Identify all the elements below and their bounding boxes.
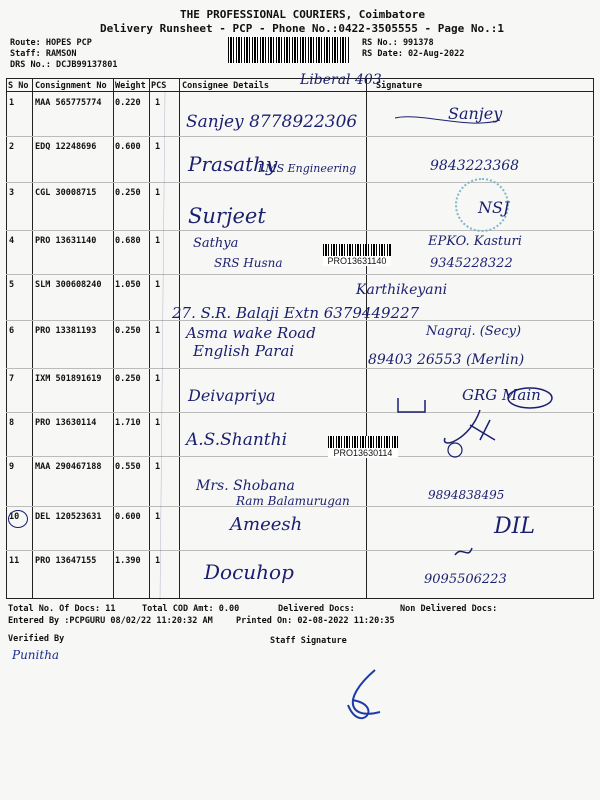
row-sno: 4 (9, 236, 15, 246)
rs-number: RS No.: 991378 (362, 38, 434, 48)
non-delivered-docs: Non Delivered Docs: (400, 604, 498, 614)
row-pcs: 1 (155, 462, 161, 472)
row-weight: 0.600 (115, 142, 141, 152)
row-sno: 5 (9, 280, 15, 290)
row-pcs: 1 (155, 142, 161, 152)
row1-underline (395, 117, 500, 123)
company-title: THE PROFESSIONAL COURIERS, Coimbatore (180, 8, 426, 21)
hw-row4-company: SRS Husna (214, 256, 283, 270)
row-consignment: SLM 300608240 (35, 280, 102, 290)
row7-signature-mark (398, 398, 480, 443)
row-weight: 1.050 (115, 280, 141, 290)
hw-row3-name: Surjeet (188, 204, 266, 228)
row-consignment: DEL 120523631 (35, 512, 102, 522)
row-sno: 10 (9, 512, 20, 522)
row8-barcode-label: PRO13630114 (328, 448, 398, 458)
hw-row1-name: Sanjey 8778922306 (186, 112, 358, 132)
hw-row9-phone: 9894838495 (428, 488, 505, 502)
row11-signature-mark (455, 548, 472, 555)
hw-row2-name: Prasathy (188, 152, 278, 176)
staff-label: Staff: RAMSON (10, 49, 77, 59)
row-consignment: IXM 501891619 (35, 374, 102, 384)
hw-row6-area: English Parai (193, 342, 295, 360)
col-header-signature: Signature (376, 81, 423, 91)
row-pcs: 1 (155, 188, 161, 198)
row-consignment: PRO 13631140 (35, 236, 97, 246)
row-sno: 7 (9, 374, 15, 384)
row-weight: 0.550 (115, 462, 141, 472)
hw-row6-phone: 89403 26553 (Merlin) (368, 352, 525, 368)
row-pcs: 1 (155, 98, 161, 108)
row-pcs: 1 (155, 326, 161, 336)
row-sno: 2 (9, 142, 15, 152)
verified-by-signature: Punitha (12, 648, 60, 662)
row-consignment: MAA 290467188 (35, 462, 102, 472)
main-circle-mark (508, 388, 552, 408)
hw-row10-signature: DIL (494, 514, 535, 539)
hw-row3-signature: NSJ (478, 198, 510, 217)
row-consignment: CGL 30008715 (35, 188, 97, 198)
row4-barcode-label: PRO13631140 (323, 256, 391, 266)
row8-circle-mark (448, 443, 462, 457)
row-pcs: 1 (155, 418, 161, 428)
row-weight: 1.710 (115, 418, 141, 428)
row-pcs: 1 (155, 280, 161, 290)
hw-row1-signature: Sanjey (448, 104, 503, 123)
row-weight: 0.250 (115, 188, 141, 198)
hw-row6-address: Asma wake Road (186, 324, 316, 342)
total-cod: Total COD Amt: 0.00 (142, 604, 240, 614)
hw-row4-phone: 9345228322 (430, 256, 513, 271)
row-consignment: PRO 13630114 (35, 418, 97, 428)
hw-row4-signature: EPKO. Kasturi (428, 234, 522, 249)
hw-row7-signature: GRG Main (462, 386, 541, 404)
printed-on: Printed On: 02-08-2022 11:20:35 (236, 616, 395, 626)
total-docs: Total No. Of Docs: 11 (8, 604, 116, 614)
row-sno: 1 (9, 98, 15, 108)
staff-signature-mark (348, 670, 380, 718)
row-sno: 6 (9, 326, 15, 336)
hw-row6-signature: Nagraj. (Secy) (426, 324, 522, 339)
row-pcs: 1 (155, 236, 161, 246)
row-pcs: 1 (155, 512, 161, 522)
hw-row7-name: Deivapriya (188, 386, 276, 405)
hw-row2-company: LMS Engineering (258, 162, 357, 175)
row-weight: 0.250 (115, 326, 141, 336)
row-sno: 3 (9, 188, 15, 198)
verified-by-label: Verified By (8, 634, 65, 644)
delivered-docs: Delivered Docs: (278, 604, 355, 614)
row-consignment: PRO 13647155 (35, 556, 97, 566)
hw-row11-name: Docuhop (204, 560, 294, 584)
row-sno: 9 (9, 462, 15, 472)
hw-row2-phone: 9843223368 (430, 158, 520, 174)
col-header-sno: S No (8, 81, 29, 91)
row-sno: 8 (9, 418, 15, 428)
drs-number: DRS No.: DCJB99137801 (10, 60, 118, 70)
col-header-weight: Weight (115, 81, 146, 91)
entered-by: Entered By :PCPGURU 08/02/22 11:20:32 AM (8, 616, 213, 626)
row-consignment: PRO 13381193 (35, 326, 97, 336)
row-consignment: EDQ 12248696 (35, 142, 97, 152)
row-consignment: MAA 565775774 (35, 98, 102, 108)
col-header-consignment: Consignment No (35, 81, 107, 91)
col-header-pcs: PCS (151, 81, 167, 91)
row-pcs: 1 (155, 374, 161, 384)
hw-row4-name: Sathya (193, 236, 239, 251)
runsheet-title: Delivery Runsheet - PCP - Phone No.:0422-3505555 - Page No.:1 (100, 22, 504, 35)
route-label: Route: HOPES PCP (10, 38, 92, 48)
col-header-consignee: Consignee Details (182, 81, 269, 91)
rs-date: RS Date: 02-Aug-2022 (362, 49, 465, 59)
row-sno: 11 (9, 556, 20, 566)
hw-row9-company: Ram Balamurugan (236, 494, 350, 508)
row-weight: 0.680 (115, 236, 141, 246)
hw-row9-name: Mrs. Shobana (196, 478, 295, 494)
row-weight: 0.220 (115, 98, 141, 108)
hw-row5-name: Karthikeyani (356, 282, 448, 298)
hw-row5-address: 27. S.R. Balaji Extn 6379449227 (172, 304, 420, 322)
hw-row8-name: A.S.Shanthi (186, 430, 288, 450)
row-weight: 1.390 (115, 556, 141, 566)
hw-row1-note: Liberal 403 (300, 72, 382, 88)
hw-row11-phone: 9095506223 (424, 572, 507, 587)
row-weight: 0.250 (115, 374, 141, 384)
row-weight: 0.600 (115, 512, 141, 522)
row-pcs: 1 (155, 556, 161, 566)
hw-row10-name: Ameesh (230, 514, 303, 535)
fold-line (160, 92, 165, 600)
staff-signature-label: Staff Signature (270, 636, 347, 646)
